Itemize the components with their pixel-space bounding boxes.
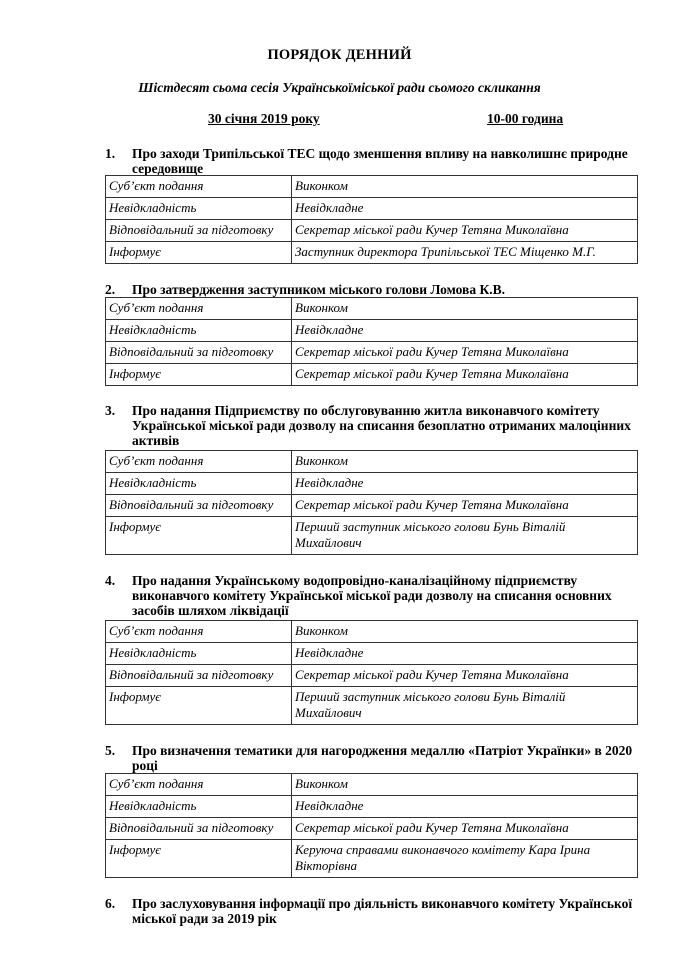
responsible-label: Відповідальний за підготовку bbox=[106, 220, 292, 242]
responsible-value: Секретар міської ради Кучер Тетяна Миколаївна bbox=[292, 495, 638, 517]
item-title: Про визначення тематики для нагородження медаллю «Патріот Українки» в 2020 році bbox=[132, 743, 633, 773]
subject-label: Суб’єкт подання bbox=[106, 451, 292, 473]
responsible-value: Секретар міської ради Кучер Тетяна Миколаївна bbox=[292, 665, 638, 687]
responsible-value: Секретар міської ради Кучер Тетяна Миколаївна bbox=[292, 220, 638, 242]
subject-label: Суб’єкт подання bbox=[106, 774, 292, 796]
informs-value: Перший заступник міського голови Бунь Віталій Михайлович bbox=[292, 687, 638, 725]
item-title: Про заслуховування інформації про діяльність виконавчого комітету Української міської ради за 2019 рік bbox=[132, 896, 633, 926]
table-row bbox=[106, 517, 638, 555]
table-row bbox=[106, 495, 638, 517]
responsible-label: Відповідальний за підготовку bbox=[106, 665, 292, 687]
informs-value: Керуюча справами виконавчого комітету Кара Ірина Вікторівна bbox=[292, 840, 638, 878]
item-number: 3. bbox=[105, 403, 116, 418]
session-subtitle: Шістдесят сьома сесія Українськоїміської ради сьомого скликання bbox=[138, 80, 541, 95]
item-title: Про заходи Трипільської ТЕС щодо зменшення впливу на навколишнє природне середовище bbox=[132, 146, 628, 176]
informs-value: Заступник директора Трипільської ТЕС Міщенко М.Г. bbox=[292, 242, 638, 264]
subject-value: Виконком bbox=[292, 298, 638, 320]
responsible-label: Відповідальний за підготовку bbox=[106, 495, 292, 517]
table-row bbox=[106, 198, 638, 220]
table-row bbox=[106, 818, 638, 840]
table-row bbox=[106, 473, 638, 495]
agenda-item-2-heading bbox=[105, 282, 645, 297]
urgency-value: Невідкладне bbox=[292, 796, 638, 818]
agenda-item-6-heading bbox=[105, 896, 645, 926]
urgency-value: Невідкладне bbox=[292, 643, 638, 665]
item-number: 5. bbox=[105, 743, 116, 758]
item-title: Про надання Українському водопровідно-каналізаційному підприємству виконавчого комітету Української міської ради дозволу на списання основних засобів шляхом ліквідації bbox=[132, 573, 612, 618]
informs-label: Інформує bbox=[106, 517, 292, 555]
subject-value: Виконком bbox=[292, 176, 638, 198]
table-row bbox=[106, 298, 638, 320]
table-row bbox=[106, 840, 638, 878]
item-number: 6. bbox=[105, 896, 116, 911]
informs-value: Секретар міської ради Кучер Тетяна Миколаївна bbox=[292, 364, 638, 386]
agenda-item-2-table bbox=[105, 297, 638, 386]
table-row bbox=[106, 774, 638, 796]
table-row bbox=[106, 665, 638, 687]
subject-value: Виконком bbox=[292, 621, 638, 643]
subject-label: Суб’єкт подання bbox=[106, 621, 292, 643]
item-number: 2. bbox=[105, 282, 116, 297]
urgency-label: Невідкладність bbox=[106, 320, 292, 342]
table-row bbox=[106, 643, 638, 665]
agenda-item-5-heading bbox=[105, 743, 645, 773]
table-row bbox=[106, 320, 638, 342]
informs-value: Перший заступник міського голови Бунь Віталій Михайлович bbox=[292, 517, 638, 555]
table-row bbox=[106, 242, 638, 264]
item-number: 1. bbox=[105, 146, 116, 161]
responsible-label: Відповідальний за підготовку bbox=[106, 818, 292, 840]
agenda-item-1-heading bbox=[105, 146, 645, 176]
page-title: ПОРЯДОК ДЕННИЙ bbox=[267, 47, 412, 63]
informs-label: Інформує bbox=[106, 840, 292, 878]
responsible-label: Відповідальний за підготовку bbox=[106, 342, 292, 364]
urgency-value: Невідкладне bbox=[292, 320, 638, 342]
table-row bbox=[106, 451, 638, 473]
agenda-item-3-heading bbox=[105, 403, 645, 448]
urgency-label: Невідкладність bbox=[106, 198, 292, 220]
item-title: Про затвердження заступником міського голови Ломова К.В. bbox=[132, 282, 505, 297]
urgency-label: Невідкладність bbox=[106, 796, 292, 818]
urgency-value: Невідкладне bbox=[292, 198, 638, 220]
urgency-label: Невідкладність bbox=[106, 473, 292, 495]
session-date: 30 січня 2019 року bbox=[208, 111, 320, 126]
subject-value: Виконком bbox=[292, 774, 638, 796]
subject-label: Суб’єкт подання bbox=[106, 176, 292, 198]
responsible-value: Секретар міської ради Кучер Тетяна Миколаївна bbox=[292, 342, 638, 364]
agenda-item-4-heading bbox=[105, 573, 645, 618]
agenda-item-5-table bbox=[105, 773, 638, 878]
informs-label: Інформує bbox=[106, 242, 292, 264]
item-number: 4. bbox=[105, 573, 116, 588]
informs-label: Інформує bbox=[106, 687, 292, 725]
urgency-value: Невідкладне bbox=[292, 473, 638, 495]
table-row bbox=[106, 796, 638, 818]
agenda-item-4-table bbox=[105, 620, 638, 725]
responsible-value: Секретар міської ради Кучер Тетяна Миколаївна bbox=[292, 818, 638, 840]
agenda-item-3-table bbox=[105, 450, 638, 555]
urgency-label: Невідкладність bbox=[106, 643, 292, 665]
table-row bbox=[106, 364, 638, 386]
table-row bbox=[106, 687, 638, 725]
subject-label: Суб’єкт подання bbox=[106, 298, 292, 320]
item-title: Про надання Підприємству по обслуговуванню житла виконавчого комітету Української міської ради дозволу на списання безоплатно отриманих малоцінних активів bbox=[132, 403, 631, 448]
table-row bbox=[106, 342, 638, 364]
table-row bbox=[106, 621, 638, 643]
subject-value: Виконком bbox=[292, 451, 638, 473]
session-time: 10-00 година bbox=[487, 111, 564, 126]
informs-label: Інформує bbox=[106, 364, 292, 386]
table-row bbox=[106, 220, 638, 242]
table-row bbox=[106, 176, 638, 198]
agenda-item-1-table bbox=[105, 175, 638, 264]
